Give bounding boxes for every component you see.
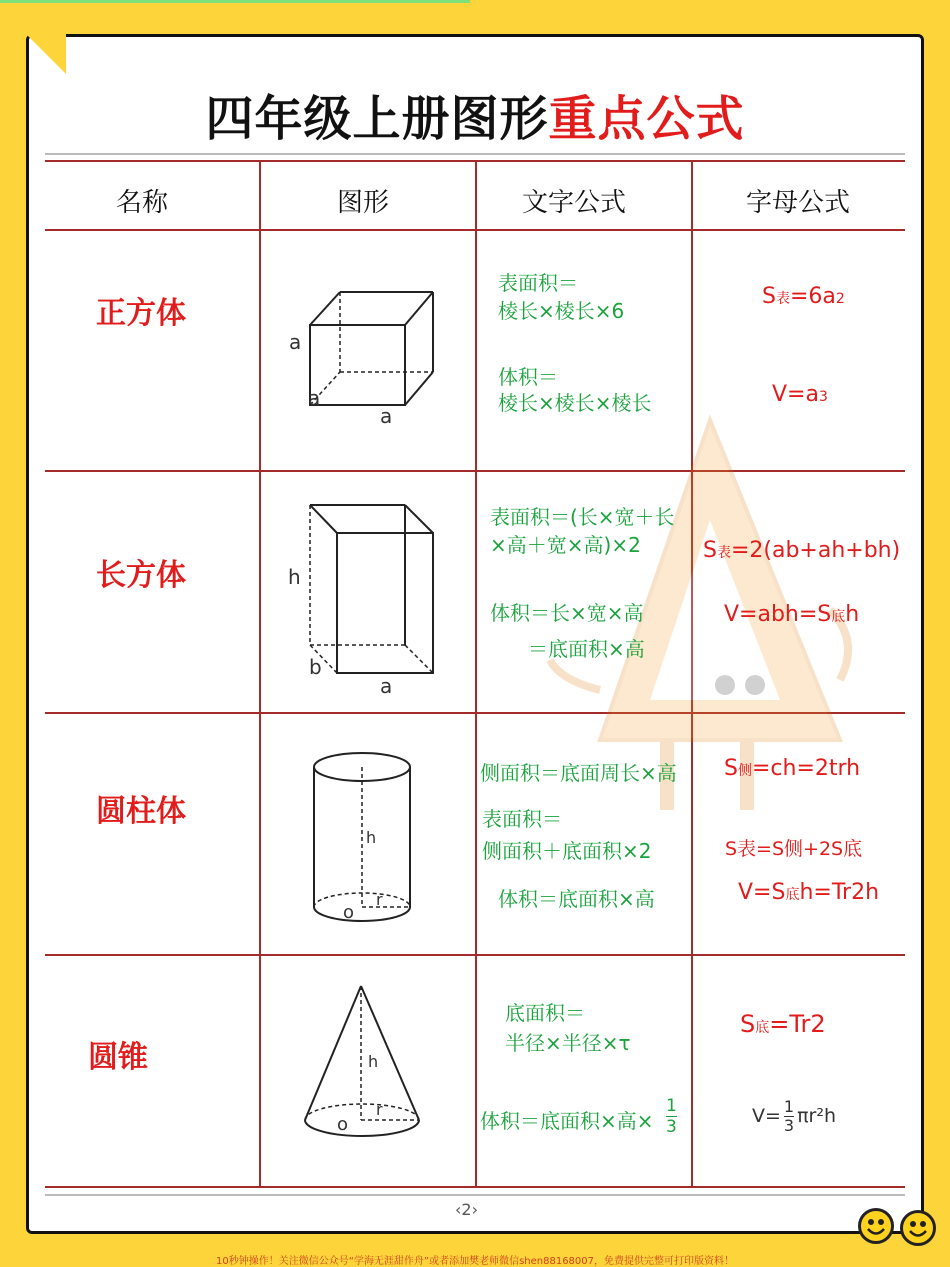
header-figure: 图形 [336, 188, 389, 218]
cone-figure [295, 980, 435, 1150]
cube-label-length: a [380, 404, 393, 428]
cylinder-volume-formula: 体积＝底面积×高 [498, 887, 655, 911]
cube-area-label: 表面积＝ [498, 271, 578, 295]
cuboid-label-width: b [309, 655, 322, 679]
cuboid-volume-formula: 体积＝长×宽×高 [490, 601, 644, 625]
shape-name-cone: 圆锥 [88, 1040, 148, 1075]
col-divider-2 [475, 160, 477, 1188]
cube-label-width: a [308, 386, 321, 410]
footer-notice: 10秒钟操作！关注微信公众号“学海无涯甜作舟”或者添加樊老师微信shen88168007，免费提供完整可打印版资料！ [215, 1256, 735, 1267]
cone-base-letter-formula: S底=Tr2 [740, 1010, 826, 1038]
smiley-icon-2 [900, 1210, 936, 1246]
cuboid-label-height: h [288, 565, 301, 589]
col-divider-1 [259, 160, 261, 1188]
cone-volume-letter-formula: V= $\frac{1}{3}$ πr²h [752, 1097, 837, 1135]
smiley-icon [858, 1208, 894, 1244]
page-number: ‹2› [455, 1200, 478, 1219]
header-text-formula: 文字公式 [521, 188, 626, 218]
cube-label-height: a [289, 330, 302, 354]
cuboid-volume-formula-alt: ＝底面积×高 [528, 637, 645, 661]
title-main: 四年级上册图形 [205, 91, 549, 147]
cone-volume-fraction: 1 3 [666, 1096, 677, 1137]
header-letter-formula: 字母公式 [745, 188, 850, 218]
cylinder-lateral-letter-formula: S侧=ch=2trh [724, 756, 861, 781]
cylinder-area-formula: 侧面积＋底面积×2 [482, 839, 652, 863]
shape-name-cuboid: 长方体 [96, 558, 186, 593]
shape-name-cube: 正方体 [96, 296, 186, 331]
cube-area-formula: 棱长×棱长×6 [498, 299, 625, 323]
cube-volume-label: 体积＝ [498, 365, 558, 389]
cone-label-height: h [368, 1052, 379, 1071]
grey-rule-bottom [45, 1194, 905, 1196]
cylinder-lateral-area-formula: 侧面积＝底面周长×高 [480, 761, 677, 785]
cuboid-area-formula-line1: 表面积＝(长×宽＋长 [490, 505, 675, 529]
cuboid-volume-letter-formula: V=abh=S底h [724, 602, 860, 627]
page-title [0, 80, 950, 149]
cone-base-area-formula: 半径×半径×τ [505, 1031, 631, 1055]
header-name: 名称 [115, 188, 168, 218]
cube-volume-formula: 棱长×棱长×棱长 [498, 391, 652, 415]
cylinder-area-label: 表面积＝ [482, 807, 562, 831]
cylinder-label-radius: r [376, 890, 383, 909]
cuboid-label-length: a [380, 674, 393, 698]
shape-name-cylinder: 圆柱体 [96, 794, 186, 829]
cylinder-area-letter-formula: S表=S侧+2S底 [725, 838, 863, 860]
page-fold-corner [24, 32, 66, 74]
cylinder-label-height: h [366, 828, 377, 847]
top-accent-line [0, 0, 470, 3]
cube-volume-letter-formula: V=a3 [772, 382, 828, 407]
cuboid-area-letter-formula: S表=2(ab+ah+bh) [703, 538, 901, 563]
cube-figure [280, 280, 450, 430]
cylinder-volume-letter-formula: V=S底h=Tr2h [738, 880, 880, 905]
cuboid-area-formula-line2: ×高＋宽×高)×2 [490, 533, 641, 557]
cone-label-radius: r [376, 1100, 383, 1119]
cylinder-label-center: o [343, 902, 355, 923]
cone-label-center: o [337, 1114, 349, 1135]
cube-area-letter-formula: S表=6a2 [762, 284, 845, 309]
grey-rule-top [45, 153, 905, 155]
cylinder-figure [300, 745, 430, 935]
cone-volume-formula: 体积＝底面积×高× [480, 1109, 654, 1133]
cone-base-area-label: 底面积＝ [505, 1001, 585, 1025]
title-highlight: 重点公式 [548, 91, 745, 147]
